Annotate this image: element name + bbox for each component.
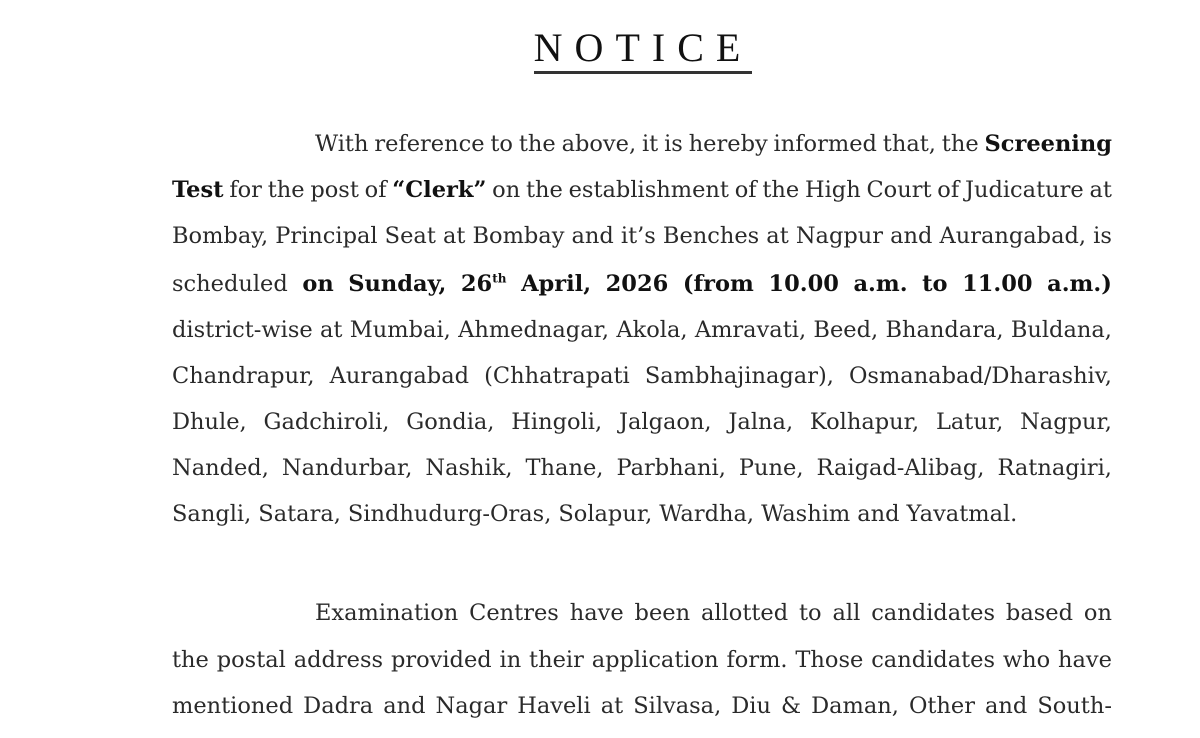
word: informed <box>773 131 877 157</box>
word: mentioned <box>172 693 294 719</box>
word: provided <box>390 647 492 673</box>
text-line <box>172 313 1112 347</box>
notice-title-text: NOTICE <box>534 26 753 74</box>
word: Satara, <box>258 501 341 527</box>
word: to <box>799 600 822 626</box>
word: “Clerk” <box>392 177 487 203</box>
word: establishment <box>568 177 729 203</box>
word: Aurangabad <box>329 363 470 389</box>
word: is <box>1093 223 1112 249</box>
word: Sangli, <box>172 501 252 527</box>
word: Pune, <box>738 455 804 481</box>
word: hereby <box>688 131 768 157</box>
word: and <box>890 223 933 249</box>
word: the <box>525 177 563 203</box>
word: Bombay, <box>172 223 269 249</box>
text-line <box>172 497 1112 531</box>
word: Court <box>866 177 932 203</box>
word: Nagar <box>435 693 508 719</box>
word: Mumbai, <box>349 317 451 343</box>
word: Jalgaon, <box>618 409 712 435</box>
word: Latur, <box>935 409 1004 435</box>
word: application <box>591 647 719 673</box>
word: Test <box>172 177 224 203</box>
word: district-wise <box>172 317 313 343</box>
word: (from <box>682 271 754 297</box>
word: 2026 <box>605 271 669 297</box>
word: Amravati, <box>694 317 807 343</box>
word: address <box>293 647 384 673</box>
word: Principal <box>275 223 378 249</box>
word: at <box>442 223 466 249</box>
word: Examination <box>315 600 459 626</box>
word: Beed, <box>813 317 879 343</box>
word: postal <box>216 647 286 673</box>
word: allotted <box>700 600 789 626</box>
word: Other <box>908 693 975 719</box>
word: With <box>315 131 369 157</box>
word: Nagpur <box>795 223 883 249</box>
text-line <box>315 596 1112 630</box>
word: 10.00 <box>768 271 839 297</box>
word: is <box>664 131 683 157</box>
word: Sunday, <box>348 271 447 297</box>
text-line <box>172 451 1112 485</box>
word: Centres <box>469 600 559 626</box>
word: Bombay <box>472 223 565 249</box>
text-line <box>172 219 1112 253</box>
word: their <box>529 647 584 673</box>
word: reference <box>374 131 485 157</box>
word: candidates <box>871 600 996 626</box>
word: Hingoli, <box>511 409 603 435</box>
word: Nashik, <box>425 455 513 481</box>
word: that, <box>882 131 936 157</box>
word: who <box>1002 647 1051 673</box>
word: Ahmednagar, <box>458 317 610 343</box>
word: been <box>634 600 691 626</box>
word: at <box>766 223 789 249</box>
word: at <box>320 317 343 343</box>
word: Nandurbar, <box>281 455 413 481</box>
word: April, <box>521 271 592 297</box>
word: Bhandara, <box>885 317 1004 343</box>
word: Gondia, <box>406 409 495 435</box>
word: have <box>1058 647 1112 673</box>
word: it’s <box>620 223 656 249</box>
word: above, <box>561 131 637 157</box>
word: a.m. <box>853 271 908 297</box>
word: Parbhani, <box>616 455 726 481</box>
word: and <box>571 223 614 249</box>
word: the <box>762 177 800 203</box>
word: to <box>490 131 513 157</box>
word: post <box>310 177 359 203</box>
word: and <box>857 501 900 527</box>
text-line <box>172 359 1112 393</box>
word: 26th <box>460 271 507 297</box>
word: form. <box>726 647 788 673</box>
word: Screening <box>984 131 1112 157</box>
word: of <box>937 177 960 203</box>
word: Buldana, <box>1010 317 1112 343</box>
word: Diu <box>731 693 771 719</box>
text-line <box>172 267 1112 301</box>
word: Chandrapur, <box>172 363 315 389</box>
word: Ratnagiri, <box>997 455 1112 481</box>
word: Gadchiroli, <box>263 409 390 435</box>
word: on <box>492 177 521 203</box>
word: and <box>383 693 426 719</box>
notice-title <box>0 24 1200 74</box>
word: Those <box>795 647 864 673</box>
word: scheduled <box>172 271 288 297</box>
word: based <box>1005 600 1074 626</box>
word: in <box>499 647 522 673</box>
word: Akola, <box>616 317 688 343</box>
word: Dadra <box>303 693 374 719</box>
word: Kolhapur, <box>809 409 920 435</box>
word: Daman, <box>811 693 899 719</box>
word: Aurangabad, <box>939 223 1087 249</box>
word: Sambhajinagar), <box>644 363 834 389</box>
word: Jalna, <box>728 409 794 435</box>
word: Raigad-Alibag, <box>816 455 985 481</box>
word: of <box>734 177 757 203</box>
word: at <box>1089 177 1112 203</box>
word: Solapur, <box>558 501 653 527</box>
word: Seat <box>384 223 436 249</box>
superscript: th <box>492 271 507 286</box>
word: Osmanabad/Dharashiv, <box>848 363 1112 389</box>
text-line <box>172 405 1112 439</box>
word: for <box>229 177 262 203</box>
word: have <box>569 600 624 626</box>
word: Haveli <box>517 693 591 719</box>
word: on <box>302 271 334 297</box>
word: Nagpur, <box>1020 409 1112 435</box>
word: High <box>804 177 861 203</box>
word: Nanded, <box>172 455 269 481</box>
word: it <box>641 131 659 157</box>
word: (Chhatrapati <box>484 363 630 389</box>
text-line <box>172 173 1112 207</box>
word: Yavatmal. <box>906 501 1018 527</box>
word: to <box>922 271 948 297</box>
word: Sindhudurg-Oras, <box>347 501 552 527</box>
word: the <box>172 647 209 673</box>
word: South- <box>1037 693 1112 719</box>
word: Dhule, <box>172 409 247 435</box>
word: Wardha, <box>659 501 755 527</box>
word: a.m.) <box>1047 271 1112 297</box>
text-line <box>172 689 1112 723</box>
word: the <box>267 177 305 203</box>
word: and <box>985 693 1028 719</box>
word: at <box>600 693 624 719</box>
word: the <box>941 131 979 157</box>
word: Silvasa, <box>633 693 722 719</box>
word: on <box>1083 600 1112 626</box>
word: Benches <box>662 223 760 249</box>
word: & <box>781 693 802 719</box>
word: of <box>364 177 387 203</box>
word: Washim <box>761 501 851 527</box>
text-line <box>315 127 1112 161</box>
text-line <box>172 643 1112 677</box>
word: 11.00 <box>962 271 1033 297</box>
word: Thane, <box>525 455 604 481</box>
word: Judicature <box>964 177 1084 203</box>
word: the <box>518 131 556 157</box>
word: all <box>832 600 861 626</box>
word: candidates <box>871 647 996 673</box>
